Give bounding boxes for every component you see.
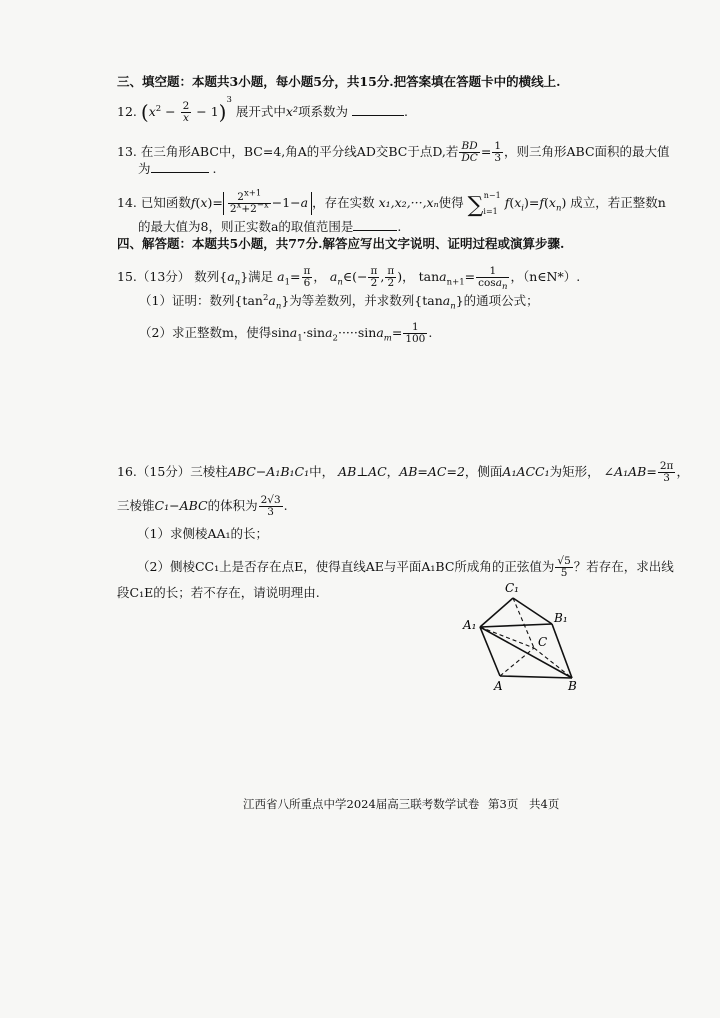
footer-title: 江西省八所重点中学2024届高三联考数学试卷	[243, 797, 480, 811]
question-13-line2: 为 .	[138, 161, 217, 176]
question-15-part-2: （2）求正整数m，使得sina$_1$·sina$_2$·····sina$_m$= $\frac{1}{100}$ .	[139, 321, 433, 346]
label-a1: A₁	[463, 618, 477, 632]
question-12: 12. ($x^2$ − $\frac{2}{x}$ − 1)$^3$ 展开式中x²项系数为 .	[117, 95, 408, 124]
q12-text: 展开式中	[235, 104, 286, 119]
question-16-part-2: （2）侧棱CC₁上是否存在点E，使得直线AE与平面A₁BC所成角的正弦值为 $\frac{√5}{5}$ ？若存在，求出线	[137, 555, 674, 580]
edge-a-b	[500, 676, 572, 678]
label-a: A	[494, 679, 503, 693]
label-c: C	[538, 635, 548, 649]
question-14: 14. 已知函数f(x)= $\frac{2^{x+1}}{2^x+2^{-x}}$ −1−a ，存在实数 x₁,x₂,···,xₙ使得 $\sum_{i=1}^{n-1}$ $f(x_i)=f(x_n)$ 成立，若正整数n	[117, 188, 666, 219]
question-13: 13. 在三角形ABC中，BC=4,角A的平分线AD交BC于点D,若 $\frac{BD}{DC}$ = $\frac{1}{3}$ ，则三角形ABC面积的最大值	[117, 140, 670, 165]
label-c1: C₁	[505, 581, 519, 595]
q13-line1: 在三角形ABC中，BC=4,角A的平分线AD交BC于点D,若	[140, 144, 459, 160]
q13-number: 13.	[117, 144, 137, 160]
edge-a1-a	[480, 627, 500, 676]
edge-a1-c1	[480, 598, 513, 627]
edge-a1-b1	[480, 624, 552, 627]
q15-number: 15.	[117, 269, 137, 285]
section-4-header: 四、解答题：本题共5小题，共77分.解答应写出文字说明、证明过程或演算步骤.	[117, 236, 565, 251]
question-14-line2: 的最大值为8，则正实数a的取值范围是 .	[138, 219, 402, 234]
label-b1: B₁	[554, 611, 568, 625]
section-3-header: 三、填空题：本题共3小题，每小题5分，共15分.把答案填在答题卡中的横线上.	[117, 74, 561, 89]
footer-page: 第3页	[488, 797, 519, 811]
question-15: 15.（13分） 数列$\{a_n\}$满足 $a_1=$ $\frac{\pi}{6}$ ， $a_n\in(-$ $\frac{\pi}{2}$ , $\frac{\pi}{2}$ )， tana$_{n+1}$= $\frac{1}{\cos a_n}$ ，（n∈N*）.	[117, 265, 581, 293]
q14-number: 14.	[117, 195, 137, 211]
hidden-edge-a-c	[500, 648, 534, 676]
question-16-part-2-line2: 段C₁E的长；若不存在，请说明理由.	[117, 585, 320, 600]
question-16-part-1: （1）求侧棱AA₁的长；	[137, 526, 269, 541]
footer-total: 共4页	[529, 797, 560, 811]
edge-a1-b	[480, 627, 572, 678]
question-16-line2: 三棱锥C₁−ABC的体积为 $\frac{2√3}{3}$ .	[117, 494, 288, 519]
label-b: B	[568, 679, 577, 693]
q16-number: 16.	[117, 464, 137, 480]
question-15-part-1: （1）证明：数列$\{\tan^2a_n\}$为等差数列，并求数列{tana$_n$}的通项公式；	[139, 292, 539, 312]
question-16: 16.（15分）三棱柱ABC−A₁B₁C₁中， AB⊥AC，AB=AC=2，侧面A₁ACC₁为矩形， ∠A₁AB= $\frac{2\pi}{3}$ ，	[117, 460, 689, 485]
q12-number: 12.	[117, 104, 137, 119]
q13-line1-tail: ，则三角形ABC面积的最大值	[504, 144, 670, 160]
